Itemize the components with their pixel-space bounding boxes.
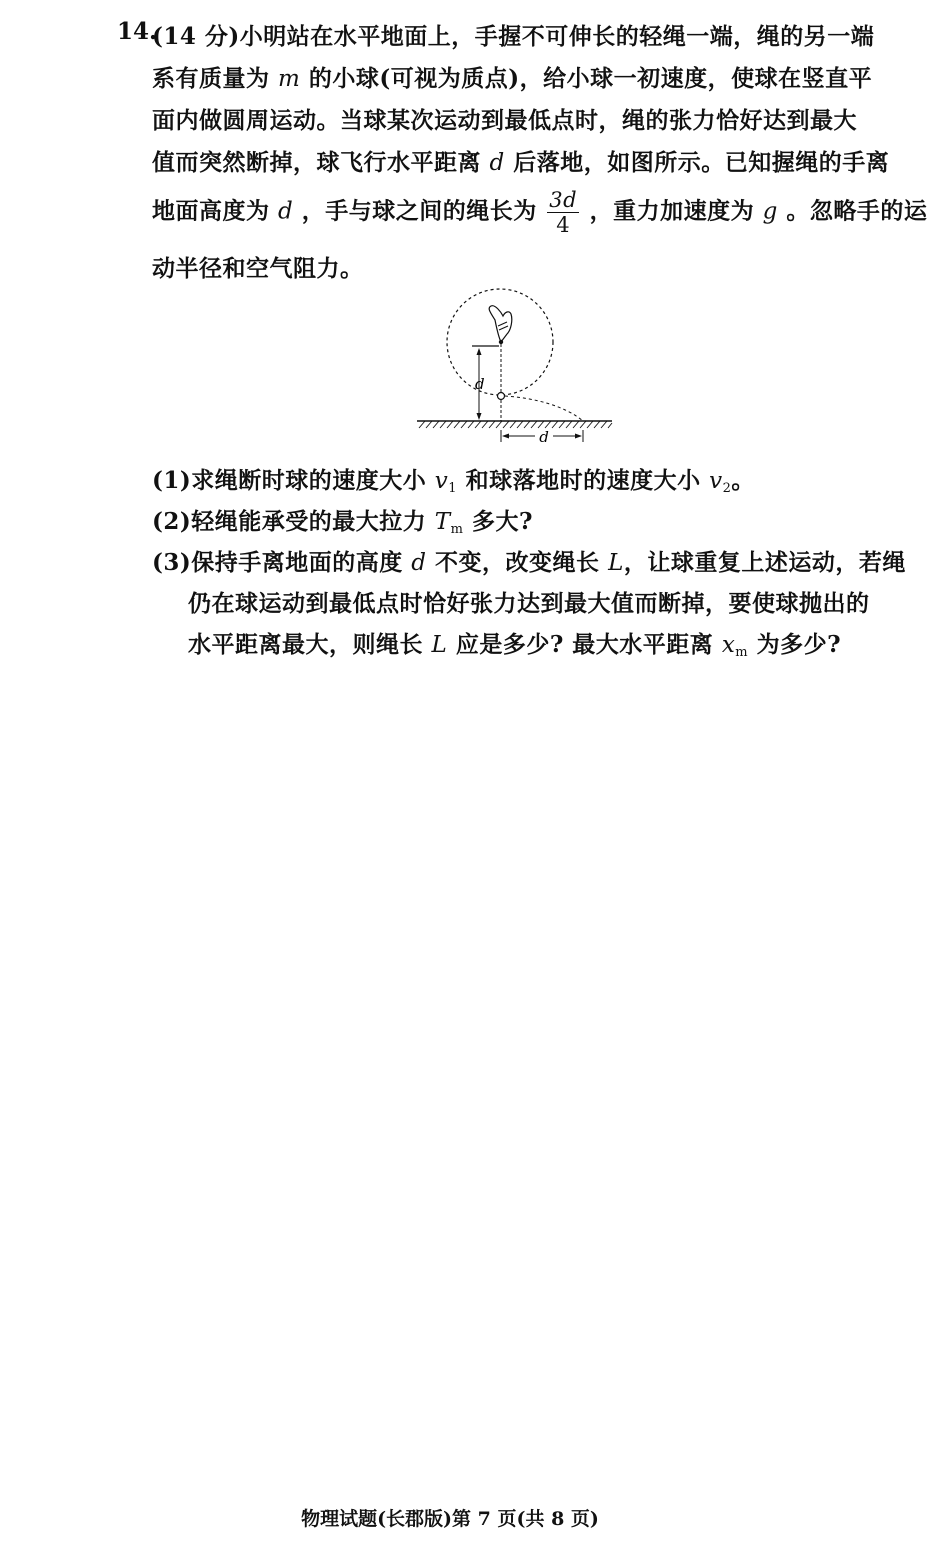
height-label: d — [475, 375, 485, 393]
subquestion-2: (2)轻绳能承受的最大拉力 $T_m$ 多大? — [152, 508, 533, 537]
question-number: 14. — [117, 18, 158, 45]
page-footer: 物理试题(长郡版)第 7 页(共 8 页) — [301, 1508, 599, 1530]
ball — [498, 393, 505, 400]
question-line-5: 地面高度为 d ，手与球之间的绳长为 $\frac{3d}{4}$ ，重力加速度为 g 。忽略手的运 — [152, 188, 927, 237]
distance-label: d — [539, 428, 549, 446]
question-line-2: 系有质量为 m 的小球(可视为质点)，给小球一初速度，使球在竖直平 — [152, 65, 873, 92]
rope-length-fraction: $\frac{3d}{4}$ — [549, 188, 578, 237]
question-line-4: 值而突然断掉，球飞行水平距离 d 后落地，如图所示。已知握绳的手离 — [152, 149, 890, 176]
subquestion-3: (3)保持手离地面的高度 d 不变，改变绳长 L，让球重复上述运动，若绳 — [152, 549, 906, 576]
hand-icon — [489, 306, 512, 342]
var-g: g — [762, 198, 778, 225]
rope-grip-point — [499, 340, 503, 344]
var-d: d — [278, 198, 294, 225]
circular-motion-figure — [415, 290, 615, 450]
question-line-3: 面内做圆周运动。当球某次运动到最低点时，绳的张力恰好达到最大 — [152, 107, 857, 134]
question-line-6: 动半径和空气阻力。 — [152, 255, 364, 282]
subquestion-3-line-3: 水平距离最大，则绳长 L 应是多少? 最大水平距离 $x_m$ 为多少? — [188, 631, 842, 660]
var-d: d — [489, 150, 505, 176]
ground-hatching — [419, 421, 612, 428]
question-line-1: (14 分)小明站在水平地面上，手握不可伸长的轻绳一端，绳的另一端 — [152, 23, 875, 50]
subquestion-3-line-2: 仍在球运动到最低点时恰好张力达到最大值而断掉，要使球抛出的 — [188, 590, 870, 617]
var-m: m — [278, 66, 301, 92]
subquestion-1: (1)求绳断时球的速度大小 $v_1$ 和球落地时的速度大小 $v_2$。 — [152, 467, 755, 496]
projectile-trajectory — [505, 396, 583, 421]
